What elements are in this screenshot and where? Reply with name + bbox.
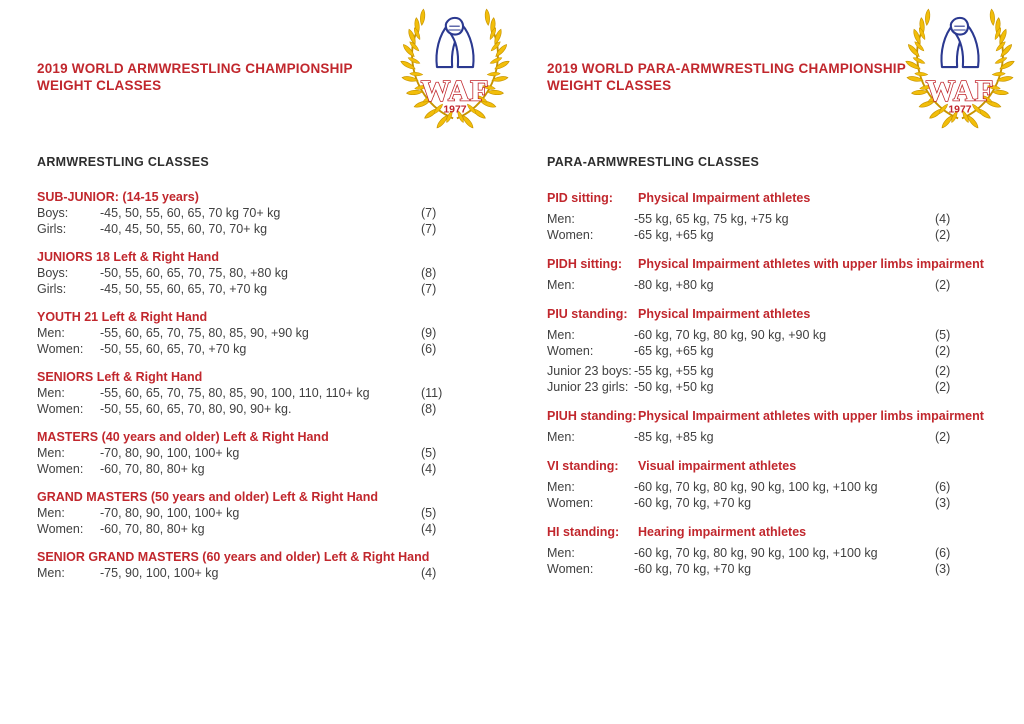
right-title-line1: 2019 WORLD PARA-ARMWRESTLING CHAMPIONSHIP: [547, 61, 906, 76]
row-count: (2): [935, 364, 951, 378]
group-heading: GRAND MASTERS (50 years and older) Left & Right Hand: [37, 490, 379, 504]
group-heading: [547, 256, 984, 272]
left-title-line2: WEIGHT CLASSES: [37, 78, 162, 93]
row-count: (7): [421, 206, 437, 220]
row-weights: -65 kg, +65 kg: [634, 228, 714, 242]
row-count: (2): [935, 278, 951, 292]
row-label: Boys:: [37, 206, 69, 220]
waf-logo: [398, 6, 512, 130]
row-label: Men:: [547, 212, 575, 226]
row-weights: -60, 70, 80, 80+ kg: [100, 522, 205, 536]
weight-class-row: [37, 461, 461, 477]
row-label: Women:: [547, 496, 594, 510]
right-panel-title: [547, 60, 937, 94]
row-label: Girls:: [37, 222, 67, 236]
row-label: Men:: [37, 506, 65, 520]
group-code: PIU standing:: [547, 307, 628, 321]
group-code: PIDH sitting:: [547, 257, 622, 271]
row-label: Men:: [547, 480, 575, 494]
row-count: (4): [421, 462, 437, 476]
row-count: (3): [935, 562, 951, 576]
weight-class-row: [547, 211, 975, 227]
row-label: Women:: [547, 228, 594, 242]
weight-class-row: [37, 385, 461, 401]
weight-class-row: [547, 545, 975, 561]
weight-class-row: [547, 277, 975, 293]
armwrestling-classes-section: [37, 154, 461, 593]
group-piu-standing: [547, 306, 975, 395]
weight-class-row: [547, 561, 975, 577]
group-heading: SUB-JUNIOR: (14-15 years): [37, 190, 199, 204]
row-count: (6): [421, 342, 437, 356]
row-weights: -55, 60, 65, 70, 75, 80, 85, 90, +90 kg: [100, 326, 309, 340]
group-description: Hearing impairment athletes: [638, 525, 807, 539]
weight-class-row: [547, 495, 975, 511]
row-label: Junior 23 girls:: [547, 380, 629, 394]
row-count: (2): [935, 430, 951, 444]
group-hi-standing: [547, 524, 975, 577]
group-description: Physical Impairment athletes with upper limbs impairment: [638, 257, 984, 271]
row-weights: -55 kg, +55 kg: [634, 364, 714, 378]
row-count: (2): [935, 228, 951, 242]
group-youth-21: [37, 309, 461, 357]
row-weights: -55 kg, 65 kg, 75 kg, +75 kg: [634, 212, 789, 226]
row-count: (8): [421, 402, 437, 416]
weight-class-row: [547, 227, 975, 243]
row-weights: -70, 80, 90, 100, 100+ kg: [100, 506, 240, 520]
row-label: Men:: [547, 278, 575, 292]
row-weights: -60 kg, 70 kg, 80 kg, 90 kg, 100 kg, +100 kg: [634, 546, 878, 560]
left-title-line1: 2019 WORLD ARMWRESTLING CHAMPIONSHIP: [37, 61, 353, 76]
row-weights: -65 kg, +65 kg: [634, 344, 714, 358]
row-label: Men:: [37, 446, 65, 460]
row-label: Men:: [547, 328, 575, 342]
group-vi-standing: [547, 458, 975, 511]
weight-class-row: [547, 363, 975, 379]
group-pidh-sitting: [547, 256, 984, 293]
row-label: Junior 23 boys:: [547, 364, 632, 378]
row-weights: -75, 90, 100, 100+ kg: [100, 566, 219, 580]
weight-class-row: [37, 281, 461, 297]
group-code: VI standing:: [547, 459, 619, 473]
group-seniors: [37, 369, 461, 417]
row-label: Men:: [547, 430, 575, 444]
waf-logo: [903, 6, 1017, 130]
weight-class-row: [37, 325, 461, 341]
para-armwrestling-classes-section: [547, 154, 984, 590]
group-heading: [547, 458, 975, 474]
row-label: Men:: [547, 546, 575, 560]
group-code: HI standing:: [547, 525, 620, 539]
junior-23-subblock: [547, 363, 975, 395]
row-weights: -40, 45, 50, 55, 60, 70, 70+ kg: [100, 222, 268, 236]
row-count: (2): [935, 344, 951, 358]
weight-class-row: [37, 521, 461, 537]
row-label: Women:: [37, 462, 84, 476]
group-sub-junior: [37, 189, 461, 237]
row-label: Men:: [37, 566, 65, 580]
left-panel-title: [37, 60, 417, 94]
group-heading: [547, 306, 975, 322]
row-weights: -60 kg, 70 kg, +70 kg: [634, 496, 752, 510]
row-weights: -80 kg, +80 kg: [634, 278, 714, 292]
row-count: (4): [935, 212, 951, 226]
group-heading: SENIORS Left & Right Hand: [37, 370, 203, 384]
weight-class-row: [37, 505, 461, 521]
section-heading: ARMWRESTLING CLASSES: [37, 155, 209, 169]
row-label: Women:: [37, 342, 84, 356]
row-weights: -50, 55, 60, 65, 70, 75, 80, +80 kg: [100, 266, 288, 280]
weight-class-row: [37, 205, 461, 221]
row-count: (4): [421, 522, 437, 536]
row-label: Women:: [547, 562, 594, 576]
row-weights: -55, 60, 65, 70, 75, 80, 85, 90, 100, 110, 110+ kg: [100, 386, 370, 400]
group-heading: [547, 524, 975, 540]
group-masters: [37, 429, 461, 477]
row-weights: -60 kg, 70 kg, 80 kg, 90 kg, 100 kg, +100 kg: [634, 480, 878, 494]
row-label: Men:: [37, 386, 65, 400]
row-weights: -50, 55, 60, 65, 70, +70 kg: [100, 342, 247, 356]
weight-class-row: [37, 221, 461, 237]
row-weights: -85 kg, +85 kg: [634, 430, 714, 444]
weight-class-row: [547, 327, 975, 343]
group-heading: JUNIORS 18 Left & Right Hand: [37, 250, 219, 264]
row-count: (11): [421, 386, 443, 400]
row-weights: -45, 50, 55, 60, 65, 70, +70 kg: [100, 282, 268, 296]
row-count: (5): [935, 328, 951, 342]
group-heading: YOUTH 21 Left & Right Hand: [37, 310, 208, 324]
group-code: PID sitting:: [547, 191, 613, 205]
group-description: Physical Impairment athletes: [638, 307, 811, 321]
weight-class-row: [37, 565, 461, 581]
weight-class-row: [547, 479, 975, 495]
group-heading: SENIOR GRAND MASTERS (60 years and older) Left & Right Hand: [37, 550, 430, 564]
weight-class-row: [37, 401, 461, 417]
row-count: (5): [421, 446, 437, 460]
row-count: (3): [935, 496, 951, 510]
row-count: (7): [421, 222, 437, 236]
row-count: (6): [935, 480, 951, 494]
row-label: Women:: [37, 522, 84, 536]
weight-class-row: [547, 379, 975, 395]
group-description: Physical Impairment athletes: [638, 191, 811, 205]
group-pid-sitting: [547, 190, 975, 243]
right-title-line2: WEIGHT CLASSES: [547, 78, 672, 93]
row-label: Boys:: [37, 266, 69, 280]
group-description: Physical Impairment athletes with upper limbs impairment: [638, 409, 984, 423]
row-count: (8): [421, 266, 437, 280]
section-heading: PARA-ARMWRESTLING CLASSES: [547, 155, 760, 169]
row-count: (5): [421, 506, 437, 520]
row-count: (7): [421, 282, 437, 296]
group-code: PIUH standing:: [547, 409, 637, 423]
weight-class-row: [547, 429, 975, 445]
weight-class-row: [37, 341, 461, 357]
group-senior-grand-masters: [37, 549, 461, 581]
row-count: (4): [421, 566, 437, 580]
row-label: Women:: [547, 344, 594, 358]
row-weights: -50 kg, +50 kg: [634, 380, 714, 394]
row-weights: -45, 50, 55, 60, 65, 70 kg 70+ kg: [100, 206, 281, 220]
group-heading: MASTERS (40 years and older) Left & Right Hand: [37, 430, 329, 444]
group-grand-masters: [37, 489, 461, 537]
weight-class-row: [547, 343, 975, 359]
group-piuh-standing: [547, 408, 984, 445]
weight-class-row: [37, 445, 461, 461]
group-heading: [547, 190, 975, 206]
row-label: Men:: [37, 326, 65, 340]
row-weights: -50, 55, 60, 65, 70, 80, 90, 90+ kg.: [100, 402, 292, 416]
row-weights: -60 kg, 70 kg, 80 kg, 90 kg, +90 kg: [634, 328, 827, 342]
row-count: (6): [935, 546, 951, 560]
row-label: Girls:: [37, 282, 67, 296]
group-juniors-18: [37, 249, 461, 297]
row-weights: -60, 70, 80, 80+ kg: [100, 462, 205, 476]
weight-class-row: [37, 265, 461, 281]
group-description: Visual impairment athletes: [638, 459, 797, 473]
row-count: (2): [935, 380, 951, 394]
row-weights: -60 kg, 70 kg, +70 kg: [634, 562, 752, 576]
row-count: (9): [421, 326, 437, 340]
group-heading: [547, 408, 984, 424]
row-weights: -70, 80, 90, 100, 100+ kg: [100, 446, 240, 460]
row-label: Women:: [37, 402, 84, 416]
